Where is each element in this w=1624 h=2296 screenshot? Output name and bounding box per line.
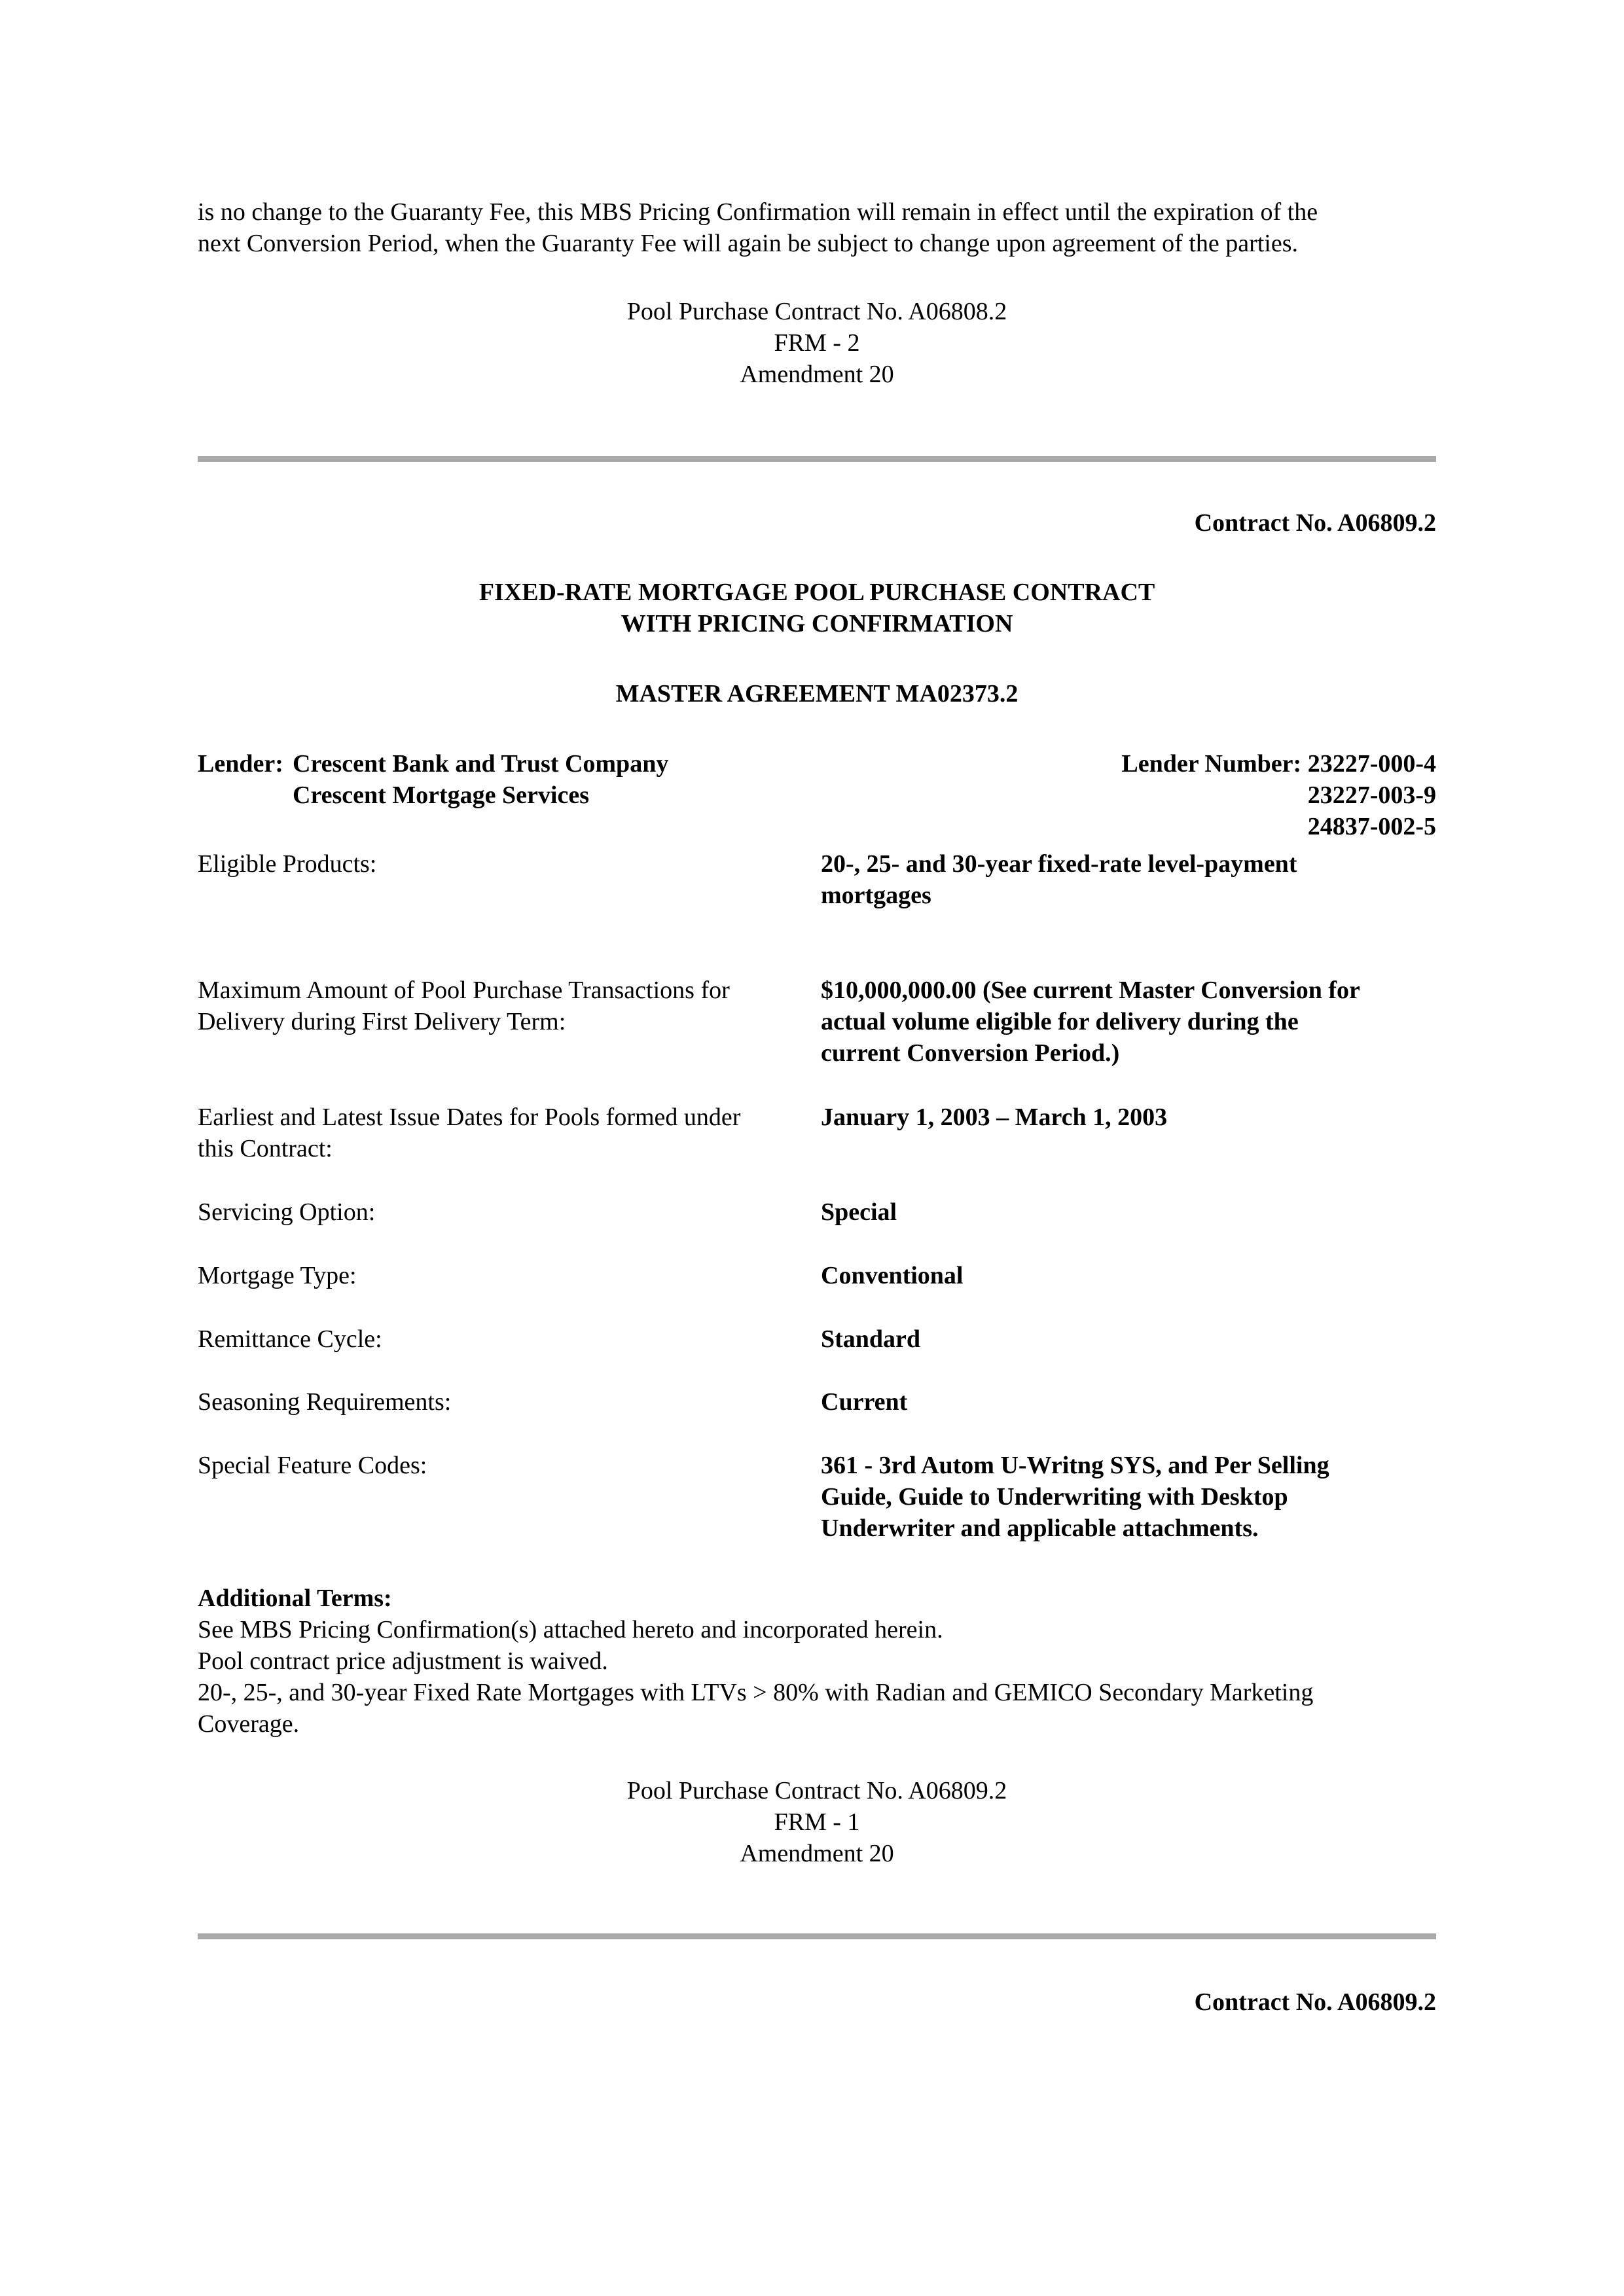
lender-name: Crescent Bank and Trust Company [293,750,669,778]
field-label-line: Special Feature Codes: [198,1452,427,1479]
field-label-line: Delivery during First Delivery Term: [198,1008,566,1035]
additional-terms-line: Coverage. [198,1710,300,1738]
lender-number-line [1121,748,1436,780]
lender-block [198,748,669,809]
field-label [198,1323,806,1355]
field-value [821,1450,1436,1544]
field-value-line: Conventional [821,1262,964,1289]
additional-terms-line: See MBS Pricing Confirmation(s) attached hereto and incorporated herein. [198,1616,943,1643]
field-label [198,848,806,880]
field-value-line: 361 - 3rd Autom U-Writng SYS, and Per Selling [821,1452,1329,1479]
additional-terms-line: Pool contract price adjustment is waived. [198,1647,608,1675]
field-value [821,975,1436,1069]
field-label [198,1450,806,1481]
field-label [198,1196,806,1228]
footer-contract-number: Pool Purchase Contract No. A06809.2 [626,1777,1007,1804]
field-value-line: mortgages [821,882,931,909]
field-label [198,1102,806,1164]
field-label-line: Earliest and Latest Issue Dates for Pools formed under [198,1103,741,1131]
field-label [198,1260,806,1291]
field-label-line: Remittance Cycle: [198,1325,382,1353]
contract-footer [198,1775,1436,1869]
field-value-line: Special [821,1198,897,1226]
field-label-line: Servicing Option: [198,1198,376,1226]
field-label-line: Mortgage Type: [198,1262,357,1289]
lender-number: 24837-002-5 [1307,813,1436,840]
lender-number: 23227-000-4 [1307,750,1436,778]
field-label-line: Seasoning Requirements: [198,1388,452,1416]
page-divider [198,456,1436,462]
document-page [198,0,1436,2296]
footer-contract-number: Pool Purchase Contract No. A06808.2 [626,298,1007,325]
field-value-line: Underwriter and applicable attachments. [821,1515,1259,1542]
continuation-paragraph [198,196,1436,259]
continuation-line: is no change to the Guaranty Fee, this MBS Pricing Confirmation will remain in effect until the expiration of the [198,198,1318,226]
field-value-line: 20-, 25- and 30-year fixed-rate level-payment [821,850,1297,878]
field-value [821,1323,1436,1355]
field-label-line: Eligible Products: [198,850,377,878]
field-value-line: $10,000,000.00 (See current Master Conversion for [821,977,1360,1004]
field-label-line: Maximum Amount of Pool Purchase Transactions for [198,977,730,1004]
field-value [821,1386,1436,1418]
lender-names [293,748,668,811]
contract-title [198,577,1436,639]
page-divider [198,1933,1436,1939]
additional-terms [198,1583,1436,1740]
previous-contract-footer [198,296,1436,390]
footer-frm: FRM - 1 [774,1808,860,1836]
next-page-contract-number: Contract No. A06809.2 [1194,1988,1436,2016]
additional-terms-title: Additional Terms: [198,1585,392,1612]
field-value-line: actual volume eligible for delivery during the [821,1008,1299,1035]
contract-title-line: WITH PRICING CONFIRMATION [621,610,1013,637]
field-label [198,1386,806,1418]
field-label-line: this Contract: [198,1135,333,1162]
field-value [821,1102,1436,1133]
contract-number-header: Contract No. A06809.2 [1194,509,1436,537]
field-label [198,975,806,1037]
master-agreement-heading: MASTER AGREEMENT MA02373.2 [615,680,1019,708]
footer-amendment: Amendment 20 [740,361,894,388]
field-value-line: Guide, Guide to Underwriting with Desktop [821,1483,1288,1511]
lender-label: Lender: [198,750,283,778]
contract-title-line: FIXED-RATE MORTGAGE POOL PURCHASE CONTRACT [478,579,1155,606]
field-value-line: Standard [821,1325,921,1353]
additional-terms-line: 20-, 25-, and 30-year Fixed Rate Mortgages with LTVs > 80% with Radian and GEMICO Secondary Marketing [198,1679,1314,1706]
field-value [821,1196,1436,1228]
lender-number: 23227-003-9 [1307,781,1436,809]
footer-frm: FRM - 2 [774,329,860,357]
continuation-line: next Conversion Period, when the Guaranty Fee will again be subject to change upon agreement of the parties. [198,230,1298,257]
field-value [821,848,1436,911]
field-value-line: current Conversion Period.) [821,1039,1120,1067]
lender-name: Crescent Mortgage Services [293,781,589,809]
field-value [821,1260,1436,1291]
lender-number-label: Lender Number: [1121,750,1302,778]
field-value-line: Current [821,1388,908,1416]
field-value-line: January 1, 2003 – March 1, 2003 [821,1103,1168,1131]
lender-number-block [1121,748,1436,842]
footer-amendment: Amendment 20 [740,1840,894,1867]
